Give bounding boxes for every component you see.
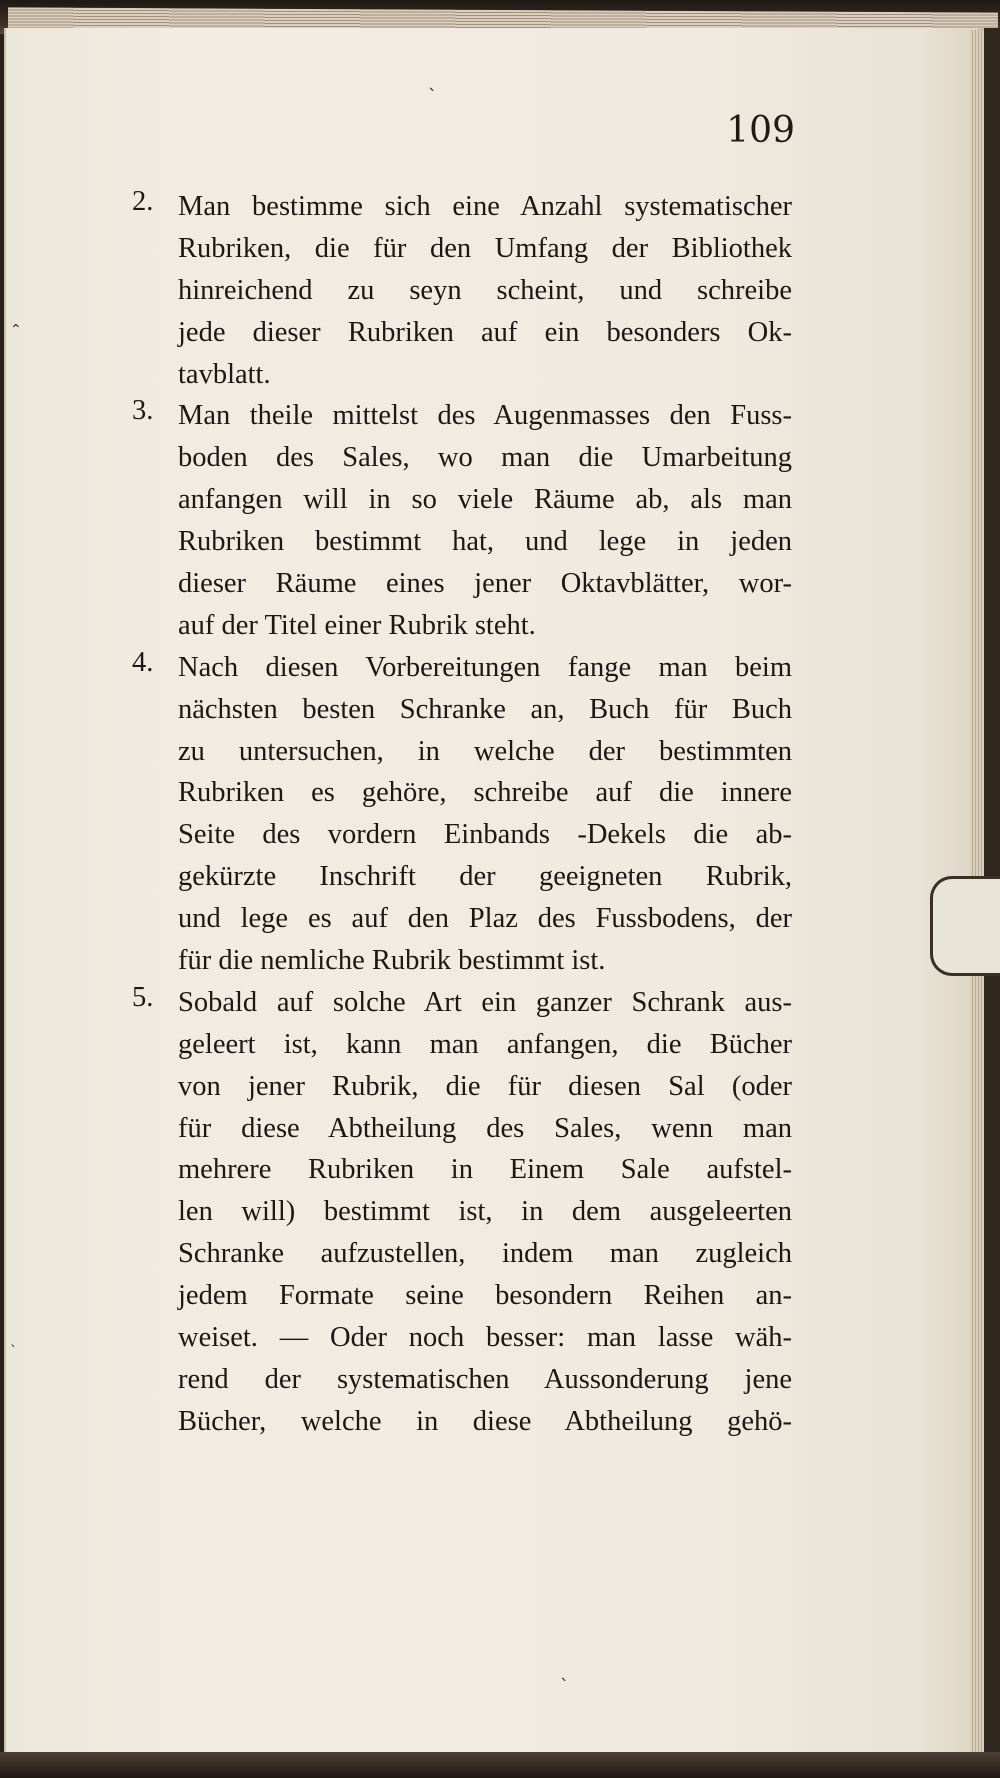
text-line: len will) bestimmt ist, in dem ausgeleerten [178, 1196, 792, 1228]
paragraph-4 [0, 647, 972, 982]
cover-board-bottom [0, 1752, 1000, 1778]
paragraph-number: 2. [132, 186, 154, 217]
text-line: und lege es auf den Plaz des Fussbodens, der [178, 903, 792, 935]
paragraph-5 [0, 982, 972, 1443]
body-text [0, 186, 972, 1443]
page-number: 109 [726, 110, 795, 151]
text-line: dieser Räume eines jener Oktavblätter, wor- [178, 568, 792, 600]
ink-speck: ˋ [428, 86, 437, 107]
text-line: Rubriken es gehöre, schreibe auf die innere [178, 777, 792, 809]
paragraph-number: 4. [132, 646, 154, 678]
text-line: rend der systematischen Aussonderung jene [178, 1363, 792, 1395]
text-line: geleert ist, kann man anfangen, die Bücher [178, 1028, 792, 1060]
text-line: von jener Rubrik, die für diesen Sal (oder [178, 1070, 792, 1102]
text-line: zu untersuchen, in welche der bestimmten [178, 735, 792, 767]
ink-speck: ˋ [560, 1676, 569, 1697]
text-line: nächsten besten Schranke an, Buch für Buch [178, 693, 792, 725]
text-line: Man bestimme sich eine Anzahl systematischer [178, 191, 792, 222]
text-line: Nach diesen Vorbereitungen fange man beim [178, 651, 792, 683]
text-line: jede dieser Rubriken auf ein besonders Ok- [178, 316, 792, 348]
text-line: gekürzte Inschrift der geeigneten Rubrik, [178, 861, 792, 893]
text-line: anfangen will in so viele Räume ab, als man [178, 484, 792, 516]
text-line: mehrere Rubriken in Einem Sale aufstel- [178, 1154, 792, 1186]
text-line: Schranke aufzustellen, indem man zugleich [178, 1238, 792, 1270]
paragraph-number: 3. [132, 395, 154, 427]
text-line: Bücher, welche in diese Abtheilung gehö- [178, 1405, 792, 1437]
text-line: Man theile mittelst des Augenmasses den Fuss- [178, 400, 792, 432]
ink-speck: ˋ [10, 1344, 17, 1360]
text-line: tavblatt. [178, 358, 271, 390]
paragraph-number: 5. [132, 981, 154, 1013]
text-line: boden des Sales, wo man die Umarbeitung [178, 442, 792, 474]
text-line: hinreichend zu seyn scheint, und schreibe [178, 274, 792, 306]
text-line: Rubriken, die für den Umfang der Bibliothek [178, 232, 792, 264]
text-line: Rubriken bestimmt hat, und lege in jeden [178, 526, 792, 558]
paragraph-2 [0, 186, 972, 395]
ink-speck: ⌃ [10, 322, 22, 338]
text-line: Seite des vordern Einbands -Dekels die ab- [178, 819, 792, 851]
text-line: weiset. — Oder noch besser: man lasse wäh- [178, 1322, 792, 1354]
text-line: jedem Formate seine besondern Reihen an- [178, 1280, 792, 1312]
text-line: auf der Titel einer Rubrik steht. [178, 609, 536, 641]
paragraph-3 [0, 395, 972, 646]
text-line: Sobald auf solche Art ein ganzer Schrank aus- [178, 986, 792, 1018]
text-line: für diese Abtheilung des Sales, wenn man [178, 1112, 792, 1144]
text-line: für die nemliche Rubrik bestimmt ist. [178, 945, 606, 977]
